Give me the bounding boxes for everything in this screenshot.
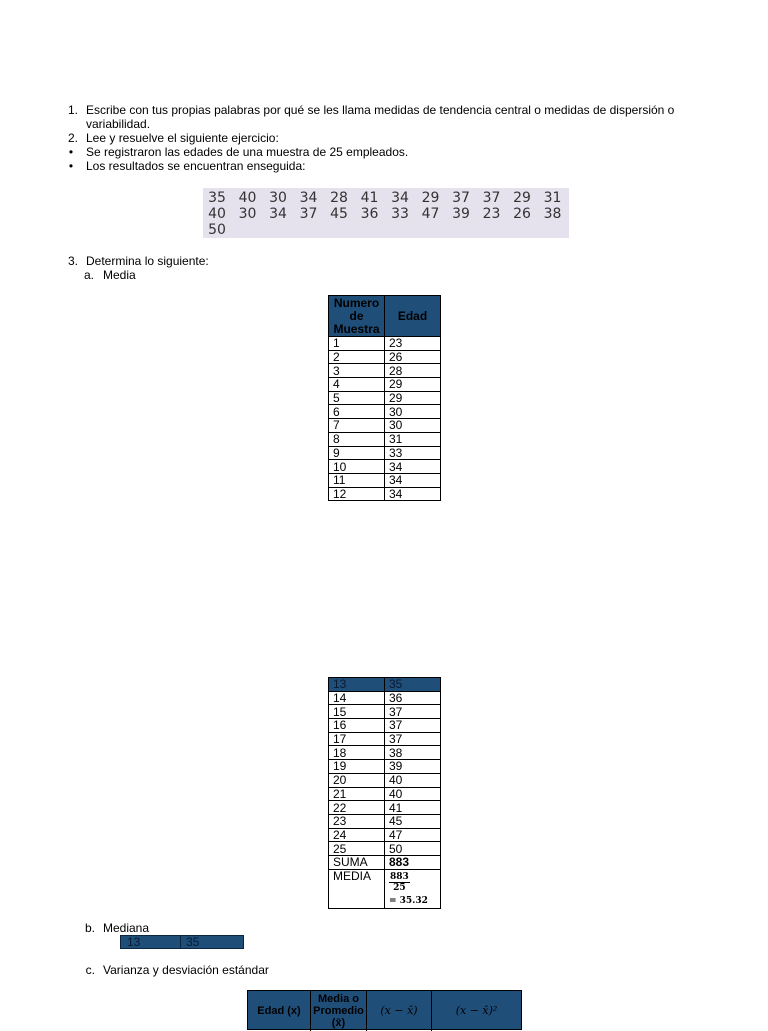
mean-formula — [385, 869, 441, 908]
table-row — [329, 460, 441, 474]
sub-label-a: a. — [83, 268, 94, 282]
table-row — [329, 473, 441, 487]
sum-value: 883 — [385, 855, 441, 869]
table-row — [329, 787, 441, 801]
mean-fraction — [389, 872, 410, 893]
table-row — [329, 760, 441, 774]
age-value: 47 — [421, 206, 440, 222]
sample-number-cell: 4 — [329, 378, 385, 392]
table-row — [329, 732, 441, 746]
instruction-2: Lee y resuelve el siguiente ejercicio: — [86, 131, 279, 145]
age-value: 35 — [208, 190, 226, 206]
sum-row — [329, 855, 441, 869]
age-cell: 29 — [385, 391, 441, 405]
table-row — [329, 432, 441, 446]
age-cell: 50 — [385, 842, 441, 856]
sample-number-cell: 7 — [329, 419, 385, 433]
age-value: 30 — [238, 206, 257, 222]
sample-number-cell: 10 — [329, 460, 385, 474]
age-cell: 30 — [385, 419, 441, 433]
age-value: 45 — [330, 206, 348, 222]
var-header-squared-deviation: (x − x̄)² — [455, 1004, 498, 1017]
table-row — [329, 814, 441, 828]
table-row — [329, 828, 441, 842]
age-value: 29 — [421, 190, 440, 206]
age-value: 37 — [299, 206, 318, 222]
sub-a-text: Media — [103, 268, 136, 282]
sample-number-cell: 17 — [329, 732, 385, 746]
age-cell: 37 — [385, 732, 441, 746]
table-row — [329, 337, 441, 351]
median-value: 35 — [186, 935, 200, 949]
age-value: 40 — [238, 190, 257, 206]
sample-number-cell: 22 — [329, 801, 385, 815]
age-value: 31 — [543, 190, 562, 206]
age-cell: 34 — [385, 487, 441, 501]
var-header-deviation: (x − x̄) — [367, 991, 432, 1031]
age-cell: 26 — [385, 350, 441, 364]
sample-number-cell: 23 — [329, 814, 385, 828]
sample-number-cell: 9 — [329, 446, 385, 460]
table-row — [329, 364, 441, 378]
instruction-1-line-1: Escribe con tus propias palabras por qué se les llama medidas de tendencia central o medidas de dispersión o — [86, 103, 675, 117]
item-number-2: 2. — [67, 131, 78, 145]
sample-number-cell: 5 — [329, 391, 385, 405]
age-value: 30 — [269, 190, 287, 206]
sample-number-cell: 21 — [329, 787, 385, 801]
bullet-icon: • — [68, 145, 74, 159]
sample-number-cell: 2 — [329, 350, 385, 364]
mean-row — [329, 869, 441, 908]
table-row — [329, 691, 441, 705]
age-cell: 33 — [385, 446, 441, 460]
table-row — [329, 391, 441, 405]
age-value: 38 — [543, 206, 562, 222]
header-sample-number: Numero de Muestra — [329, 296, 385, 337]
mean-result: = 35.32 — [389, 895, 428, 906]
table-row — [329, 487, 441, 501]
var-header-age: Edad (x) — [248, 991, 311, 1031]
sample-number-cell: 20 — [329, 773, 385, 787]
median-bar — [120, 935, 244, 949]
age-cell: 38 — [385, 746, 441, 760]
table-row — [329, 419, 441, 433]
age-value: 33 — [391, 206, 409, 222]
age-value: 36 — [360, 206, 379, 222]
age-cell: 28 — [385, 364, 441, 378]
mean-numerator: 883 — [390, 871, 409, 882]
age-value: 29 — [513, 190, 531, 206]
sample-number-cell: 1 — [329, 337, 385, 351]
sub-label-b: b. — [84, 921, 95, 935]
sample-number-cell: 24 — [329, 828, 385, 842]
sample-number-cell: 18 — [329, 746, 385, 760]
sample-number-cell: 19 — [329, 760, 385, 774]
sample-number-cell: 16 — [329, 719, 385, 733]
table-row — [329, 678, 441, 692]
age-cell: 37 — [385, 705, 441, 719]
sample-number-cell: 25 — [329, 842, 385, 856]
sample-number-cell: 14 — [329, 691, 385, 705]
table-row — [329, 705, 441, 719]
age-value: 50 — [208, 222, 226, 238]
age-cell: 45 — [385, 814, 441, 828]
age-data-box — [203, 188, 569, 238]
age-value: 28 — [330, 190, 348, 206]
age-cell: 34 — [385, 460, 441, 474]
section-3-title: Determina lo siguiente: — [86, 254, 209, 268]
table-row — [329, 378, 441, 392]
table-row — [329, 719, 441, 733]
age-value: 23 — [482, 206, 501, 222]
table-row — [329, 405, 441, 419]
bullet-1-text: Se registraron las edades de una muestra de 25 empleados. — [86, 145, 409, 159]
table-row — [329, 773, 441, 787]
sample-table-part-1 — [328, 295, 441, 501]
age-cell: 34 — [385, 473, 441, 487]
age-value: 26 — [513, 206, 531, 222]
age-cell: 23 — [385, 337, 441, 351]
sub-b-text: Mediana — [103, 921, 150, 935]
age-cell: 29 — [385, 378, 441, 392]
sample-number-cell: 12 — [329, 487, 385, 501]
table-row — [329, 446, 441, 460]
table-row — [329, 746, 441, 760]
age-cell: 40 — [385, 773, 441, 787]
age-value: 39 — [452, 206, 470, 222]
sample-number-cell: 8 — [329, 432, 385, 446]
age-cell: 37 — [385, 719, 441, 733]
age-cell: 35 — [385, 678, 441, 692]
var-header-mean: Media o Promedio (x̄) — [311, 991, 367, 1031]
item-number-1: 1. — [67, 103, 78, 117]
sample-table-part-2 — [328, 677, 441, 909]
bullet-icon: • — [68, 159, 74, 173]
table-row — [329, 842, 441, 856]
mean-label: MEDIA — [329, 869, 385, 908]
age-value: 40 — [208, 206, 226, 222]
age-cell: 30 — [385, 405, 441, 419]
variance-table-header — [247, 990, 522, 1030]
item-number-3: 3. — [67, 254, 78, 268]
sum-label: SUMA — [329, 855, 385, 869]
header-age: Edad — [385, 296, 441, 337]
age-value: 34 — [269, 206, 287, 222]
sample-number-cell: 3 — [329, 364, 385, 378]
age-value: 34 — [391, 190, 409, 206]
table-row — [329, 801, 441, 815]
median-divider — [180, 936, 181, 948]
age-cell: 31 — [385, 432, 441, 446]
age-cell: 36 — [385, 691, 441, 705]
sub-c-text: Varianza y desviación estándar — [103, 963, 269, 977]
mean-denominator: 25 — [393, 882, 406, 893]
sample-number-cell: 13 — [329, 678, 385, 692]
sub-label-c: c. — [85, 963, 95, 977]
table-row — [329, 350, 441, 364]
age-value: 34 — [299, 190, 318, 206]
bullet-2-text: Los resultados se encuentran enseguida: — [86, 159, 306, 173]
age-cell: 41 — [385, 801, 441, 815]
age-cell: 39 — [385, 760, 441, 774]
age-value: 37 — [482, 190, 501, 206]
age-cell: 40 — [385, 787, 441, 801]
age-value: 37 — [452, 190, 470, 206]
age-value: 41 — [360, 190, 379, 206]
age-cell: 47 — [385, 828, 441, 842]
sample-number-cell: 11 — [329, 473, 385, 487]
sample-number-cell: 6 — [329, 405, 385, 419]
median-position: 13 — [127, 935, 141, 949]
instruction-1-line-2: variabilidad. — [86, 117, 151, 131]
sample-number-cell: 15 — [329, 705, 385, 719]
